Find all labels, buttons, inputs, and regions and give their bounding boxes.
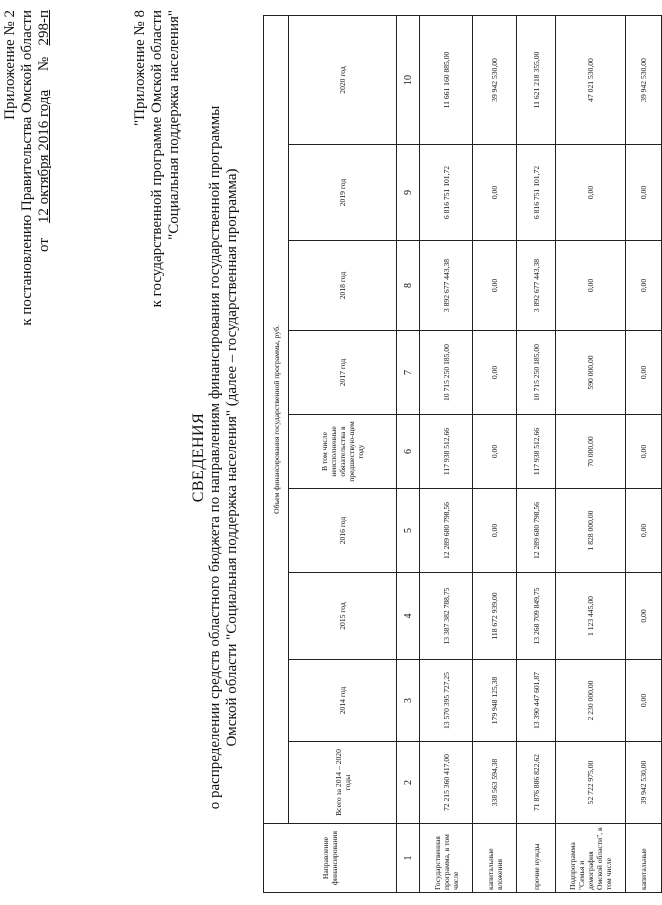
- table-cell: 39 942 530,00: [473, 15, 517, 144]
- table-cell: 47 021 530,00: [556, 15, 626, 144]
- header-2015: 2015 год: [289, 573, 397, 660]
- table-row: [626, 15, 662, 892]
- col-number: 3: [397, 660, 420, 742]
- col-number: 5: [397, 489, 420, 573]
- header-total: Всего за 2014 – 2020 годы: [289, 742, 397, 824]
- col-number: 6: [397, 415, 420, 489]
- row-label: Подпрограмма "Семья и демография Омской области", в том числе: [556, 824, 626, 893]
- table-cell: 52 722 975,00: [556, 742, 626, 824]
- table-cell: 1 828 000,00: [556, 489, 626, 573]
- table-cell: 118 672 939,00: [473, 573, 517, 660]
- table-cell: 71 876 886 822,62: [517, 742, 556, 824]
- appendix-header: [2, 10, 53, 430]
- table-row: [556, 15, 626, 892]
- table-cell: 338 563 594,38: [473, 742, 517, 824]
- table-row: [420, 15, 473, 892]
- col-number: 10: [397, 15, 420, 144]
- col-number: 8: [397, 241, 420, 331]
- table-cell: 39 942 530,00: [626, 742, 662, 824]
- table-cell: 6 816 751 101,72: [517, 145, 556, 241]
- table-cell: 39 942 530,00: [626, 15, 662, 144]
- table-cell: 117 938 512,66: [420, 415, 473, 489]
- table-cell: 590 000,00: [556, 331, 626, 415]
- program-appendix-number: "Приложение № 8: [132, 10, 148, 126]
- row-label: капитальные вложения: [473, 824, 517, 893]
- table-cell: 13 268 709 849,75: [517, 573, 556, 660]
- row-label: прочие нужды: [517, 824, 556, 893]
- document-subtitle-2: Омской области "Социальная поддержка населения" (далее – государственная программа): [224, 168, 240, 747]
- row-label: капитальные: [626, 824, 662, 893]
- table-cell: 1 123 445,00: [556, 573, 626, 660]
- table-row: [473, 15, 517, 892]
- table-cell: 0,00: [626, 573, 662, 660]
- table-cell: 11 661 160 885,00: [420, 15, 473, 144]
- table-cell: 117 938 512,66: [517, 415, 556, 489]
- document-title: СВЕДЕНИЯ: [190, 412, 207, 503]
- table-cell: 13 390 447 601,87: [517, 660, 556, 742]
- table-cell: 70 000,00: [556, 415, 626, 489]
- resolution-date: 12 октября 2016 года: [36, 89, 52, 224]
- header-2018: 2018 год: [289, 241, 397, 331]
- table-row: [517, 15, 556, 892]
- header-2016: 2016 год: [289, 489, 397, 573]
- table-cell: 179 948 125,38: [473, 660, 517, 742]
- table-cell: 0,00: [473, 241, 517, 331]
- table-cell: 0,00: [556, 145, 626, 241]
- table-cell: 2 230 000,00: [556, 660, 626, 742]
- program-appendix-header: [132, 10, 183, 430]
- col-number: 9: [397, 145, 420, 241]
- col-number: 4: [397, 573, 420, 660]
- appendix-number: Приложение № 2: [2, 10, 18, 120]
- header-2014: 2014 год: [289, 660, 397, 742]
- resolution-number: 298-п: [36, 10, 52, 46]
- col-number: 1: [397, 824, 420, 893]
- table-cell: 0,00: [473, 145, 517, 241]
- table-cell: 11 621 218 355,00: [517, 15, 556, 144]
- table-cell: 0,00: [473, 415, 517, 489]
- table-cell: 0,00: [473, 331, 517, 415]
- header-volume: Объем финансирования государственной программы, руб.: [264, 15, 289, 823]
- table-cell: 0,00: [626, 145, 662, 241]
- table-cell: 0,00: [556, 241, 626, 331]
- resolution-date-line: от 12 октября 2016 года № 298-п: [36, 10, 52, 252]
- program-name: "Социальная поддержка населения": [166, 10, 182, 240]
- header-2016-unfulfilled: В том числе неисполненные обязательства в предшествую-щем году: [289, 415, 397, 489]
- table-cell: 12 289 680 798,56: [517, 489, 556, 573]
- table-cell: 0,00: [626, 415, 662, 489]
- table-cell: 0,00: [626, 241, 662, 331]
- document-subtitle-1: о распределении средств областного бюджета по направлениям финансирования государственной программы: [207, 105, 223, 810]
- table-cell: 10 715 250 185,00: [420, 331, 473, 415]
- table-cell: 0,00: [626, 331, 662, 415]
- header-2019: 2019 год: [289, 145, 397, 241]
- header-2017: 2017 год: [289, 331, 397, 415]
- table-cell: 13 387 382 788,75: [420, 573, 473, 660]
- table-cell: 0,00: [473, 489, 517, 573]
- table-cell: 0,00: [626, 489, 662, 573]
- table-cell: 3 892 677 443,38: [420, 241, 473, 331]
- document-heading: [190, 30, 241, 885]
- header-direction: Направление финансирования: [264, 824, 397, 893]
- resolution-reference: к постановлению Правительства Омской области: [19, 10, 35, 326]
- table-cell: 13 570 395 727,25: [420, 660, 473, 742]
- table-cell: 12 289 680 798,56: [420, 489, 473, 573]
- financing-table: [263, 15, 662, 893]
- table-cell: 3 892 677 443,38: [517, 241, 556, 331]
- table-cell: 72 215 360 417,00: [420, 742, 473, 824]
- col-number: 7: [397, 331, 420, 415]
- program-reference: к государственной программе Омской области: [149, 10, 165, 308]
- table-cell: 6 816 751 101,72: [420, 145, 473, 241]
- col-number: 2: [397, 742, 420, 824]
- row-label: Государственная программа, в том числе: [420, 824, 473, 893]
- header-2020: 2020 год: [289, 15, 397, 144]
- column-number-row: [397, 15, 420, 892]
- table-cell: 0,00: [626, 660, 662, 742]
- table-cell: 10 715 250 185,00: [517, 331, 556, 415]
